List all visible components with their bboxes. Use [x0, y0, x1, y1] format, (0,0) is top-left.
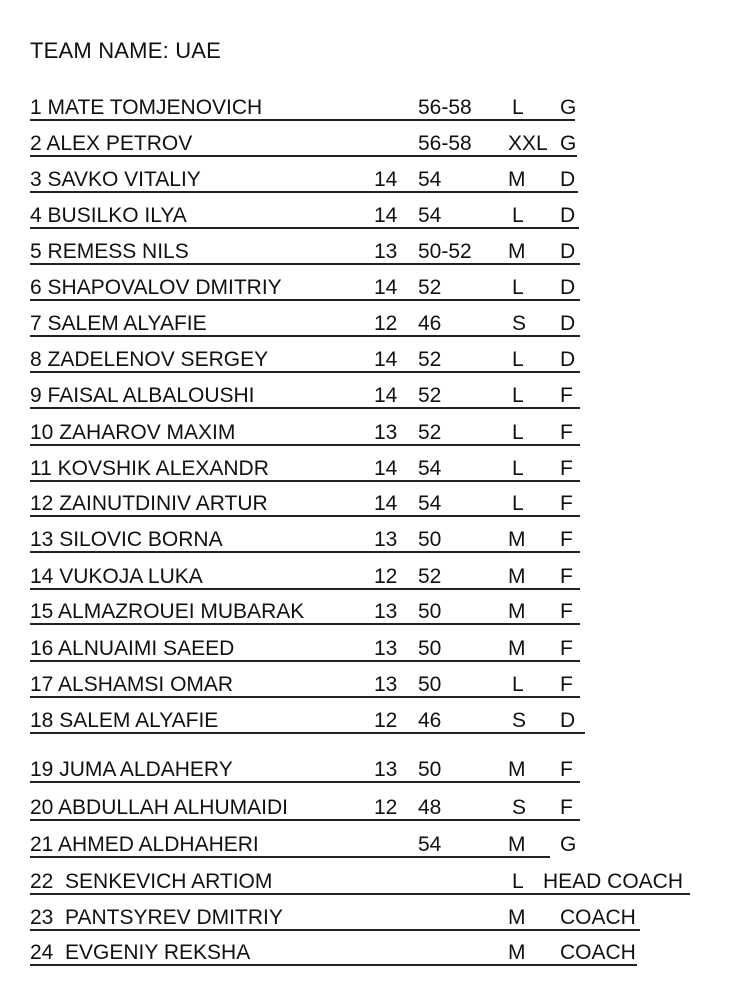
- player-shirt: L: [512, 384, 524, 407]
- player-number-name: [30, 527, 223, 553]
- player-size: 48: [418, 796, 442, 819]
- player-shirt: XXL: [508, 132, 548, 155]
- player-name: SILOVIC BORNA: [53, 528, 223, 551]
- player-pos: F: [560, 565, 573, 588]
- player-number-name: [30, 383, 255, 409]
- player-shirt: L: [512, 96, 524, 119]
- player-shirt: L: [512, 870, 524, 893]
- player-number-name: [30, 203, 187, 229]
- player-name: ALEX PETROV: [41, 132, 193, 155]
- roster-row: [0, 527, 730, 553]
- player-size: 50-52: [418, 240, 472, 263]
- roster-row: [0, 239, 730, 265]
- roster-row: [0, 420, 730, 446]
- player-name: VUKOJA LUKA: [53, 565, 203, 588]
- player-number: 6: [30, 276, 42, 299]
- player-name: KOVSHIK ALEXANDR: [51, 457, 269, 480]
- player-size: 46: [418, 709, 442, 732]
- player-number: 17: [30, 673, 54, 696]
- player-name: BUSILKO ILYA: [41, 204, 187, 227]
- player-size: 50: [418, 758, 442, 781]
- player-age: 12: [374, 709, 398, 732]
- player-number: 1: [30, 96, 42, 119]
- roster-row: [0, 905, 730, 931]
- player-number-name: [30, 311, 207, 337]
- roster-row: [0, 311, 730, 337]
- player-age: 14: [374, 384, 398, 407]
- player-pos: D: [560, 168, 576, 191]
- roster-row: [0, 167, 730, 193]
- player-age: 13: [374, 637, 398, 660]
- roster-row: [0, 636, 730, 662]
- player-shirt: M: [508, 600, 526, 623]
- player-shirt: M: [508, 565, 526, 588]
- player-number-name: [30, 491, 268, 517]
- player-age: 13: [374, 240, 398, 263]
- player-number-name: [30, 869, 272, 895]
- player-size: 54: [418, 492, 442, 515]
- player-number: 24: [30, 941, 54, 964]
- player-number-name: [30, 940, 250, 966]
- player-age: 14: [374, 276, 398, 299]
- player-number-name: [30, 131, 192, 157]
- roster-row: [0, 795, 730, 821]
- player-pos: D: [560, 204, 576, 227]
- player-number-name: [30, 275, 282, 301]
- player-number: 11: [30, 457, 52, 480]
- player-pos: G: [560, 833, 577, 856]
- player-pos: G: [560, 96, 577, 119]
- player-pos: F: [560, 673, 573, 696]
- player-number-name: [30, 905, 283, 931]
- player-shirt: S: [512, 312, 527, 335]
- player-shirt: M: [508, 758, 526, 781]
- player-shirt: L: [512, 673, 524, 696]
- player-size: 56-58: [418, 132, 472, 155]
- roster-row: [0, 564, 730, 590]
- player-number: 15: [30, 600, 54, 623]
- player-pos: D: [560, 240, 576, 263]
- player-age: 12: [374, 565, 398, 588]
- player-pos: F: [560, 796, 573, 819]
- player-name: ABDULLAH ALHUMAIDI: [53, 796, 288, 819]
- player-pos: G: [560, 132, 577, 155]
- player-name: AHMED ALDHAHERI: [53, 833, 259, 856]
- player-shirt: L: [512, 421, 524, 444]
- roster-row: [0, 347, 730, 373]
- player-number: 5: [30, 240, 42, 263]
- player-name: SAVKO VITALIY: [41, 168, 201, 191]
- roster-row: [0, 203, 730, 229]
- player-age: 12: [374, 312, 398, 335]
- player-pos: HEAD COACH: [543, 870, 684, 893]
- player-number: 14: [30, 565, 54, 588]
- player-size: 50: [418, 528, 442, 551]
- player-name: SHAPOVALOV DMITRIY: [41, 276, 282, 299]
- player-name: ALMAZROUEI MUBARAK: [53, 600, 305, 623]
- roster-row: [0, 275, 730, 301]
- player-name: REMESS NILS: [41, 240, 189, 263]
- player-name: FAISAL ALBALOUSHI: [41, 384, 255, 407]
- player-size: 54: [418, 168, 442, 191]
- player-number-name: [30, 795, 288, 821]
- roster-row: [0, 832, 730, 858]
- roster-row: [0, 708, 730, 734]
- player-age: 13: [374, 673, 398, 696]
- player-age: 12: [374, 796, 398, 819]
- player-name: ALSHAMSI OMAR: [53, 673, 234, 696]
- player-shirt: M: [508, 833, 526, 856]
- player-shirt: S: [512, 796, 527, 819]
- player-pos: F: [560, 457, 573, 480]
- player-pos: D: [560, 312, 576, 335]
- player-age: 13: [374, 528, 398, 551]
- roster-row: [0, 672, 730, 698]
- player-size: 52: [418, 565, 442, 588]
- player-number: 21: [30, 833, 54, 856]
- player-size: 52: [418, 421, 442, 444]
- player-age: 13: [374, 758, 398, 781]
- team-name-title: TEAM NAME: UAE: [30, 38, 222, 63]
- player-number-name: [30, 167, 201, 193]
- player-number-name: [30, 347, 268, 373]
- player-name: PANTSYREV DMITRIY: [53, 906, 283, 929]
- player-pos: F: [560, 421, 573, 444]
- player-pos: F: [560, 637, 573, 660]
- player-number: 9: [30, 384, 42, 407]
- player-shirt: M: [508, 168, 526, 191]
- player-shirt: L: [512, 457, 524, 480]
- player-size: 50: [418, 637, 442, 660]
- player-size: 56-58: [418, 96, 472, 119]
- roster-row: [0, 491, 730, 517]
- roster-row: [0, 131, 730, 157]
- player-pos: F: [560, 600, 573, 623]
- roster-row: [0, 599, 730, 625]
- player-number-name: [30, 708, 218, 734]
- player-name: JUMA ALDAHERY: [53, 758, 233, 781]
- player-number: 10: [30, 421, 54, 444]
- player-name: SALEM ALYAFIE: [41, 312, 207, 335]
- player-size: 52: [418, 384, 442, 407]
- player-pos: COACH: [560, 941, 636, 964]
- roster-row: [0, 95, 730, 121]
- player-age: 14: [374, 492, 398, 515]
- player-name: SALEM ALYAFIE: [53, 709, 219, 732]
- roster-row: [0, 383, 730, 409]
- player-pos: F: [560, 528, 573, 551]
- player-size: 52: [418, 348, 442, 371]
- player-number: 22: [30, 870, 54, 893]
- player-shirt: M: [508, 637, 526, 660]
- player-shirt: L: [512, 492, 524, 515]
- player-number-name: [30, 564, 203, 590]
- player-pos: D: [560, 276, 576, 299]
- player-shirt: L: [512, 276, 524, 299]
- player-number: 2: [30, 132, 42, 155]
- player-number-name: [30, 456, 269, 482]
- player-pos: F: [560, 492, 573, 515]
- player-number: 12: [30, 492, 54, 515]
- player-size: 54: [418, 833, 442, 856]
- roster-row: [0, 757, 730, 783]
- player-pos: F: [560, 384, 573, 407]
- player-age: 14: [374, 457, 398, 480]
- player-shirt: M: [508, 941, 526, 964]
- player-number-name: [30, 599, 304, 625]
- player-number: 3: [30, 168, 42, 191]
- player-age: 13: [374, 421, 398, 444]
- player-name: MATE TOMJENOVICH: [41, 96, 263, 119]
- player-number: 23: [30, 906, 54, 929]
- player-name: ALNUAIMI SAEED: [53, 637, 235, 660]
- player-name: SENKEVICH ARTIOM: [53, 870, 273, 893]
- player-number-name: [30, 95, 262, 121]
- player-size: 54: [418, 204, 442, 227]
- player-pos: D: [560, 709, 576, 732]
- player-number-name: [30, 636, 234, 662]
- roster-row: [0, 940, 730, 966]
- player-name: ZAINUTDINIV ARTUR: [53, 492, 268, 515]
- player-age: 14: [374, 168, 398, 191]
- player-shirt: L: [512, 348, 524, 371]
- roster-row: [0, 869, 730, 895]
- player-shirt: S: [512, 709, 527, 732]
- player-shirt: L: [512, 204, 524, 227]
- player-age: 14: [374, 204, 398, 227]
- player-number: 4: [30, 204, 42, 227]
- player-shirt: M: [508, 906, 526, 929]
- player-number-name: [30, 239, 189, 265]
- player-size: 46: [418, 312, 442, 335]
- player-pos: F: [560, 758, 573, 781]
- player-size: 54: [418, 457, 442, 480]
- player-size: 50: [418, 600, 442, 623]
- player-age: 14: [374, 348, 398, 371]
- player-shirt: M: [508, 528, 526, 551]
- player-name: EVGENIY REKSHA: [53, 941, 251, 964]
- player-age: 13: [374, 600, 398, 623]
- player-size: 52: [418, 276, 442, 299]
- player-pos: D: [560, 348, 576, 371]
- player-number: 20: [30, 796, 54, 819]
- player-number: 8: [30, 348, 42, 371]
- player-number: 16: [30, 637, 54, 660]
- player-number: 18: [30, 709, 54, 732]
- player-number: 13: [30, 528, 54, 551]
- player-number-name: [30, 672, 233, 698]
- player-number-name: [30, 757, 233, 783]
- player-size: 50: [418, 673, 442, 696]
- player-number-name: [30, 420, 235, 446]
- player-name: ZADELENOV SERGEY: [41, 348, 269, 371]
- player-pos: COACH: [560, 906, 636, 929]
- player-number: 19: [30, 758, 54, 781]
- player-name: ZAHAROV MAXIM: [53, 421, 236, 444]
- player-number-name: [30, 832, 259, 858]
- player-number: 7: [30, 312, 42, 335]
- player-shirt: M: [508, 240, 526, 263]
- roster-row: [0, 456, 730, 482]
